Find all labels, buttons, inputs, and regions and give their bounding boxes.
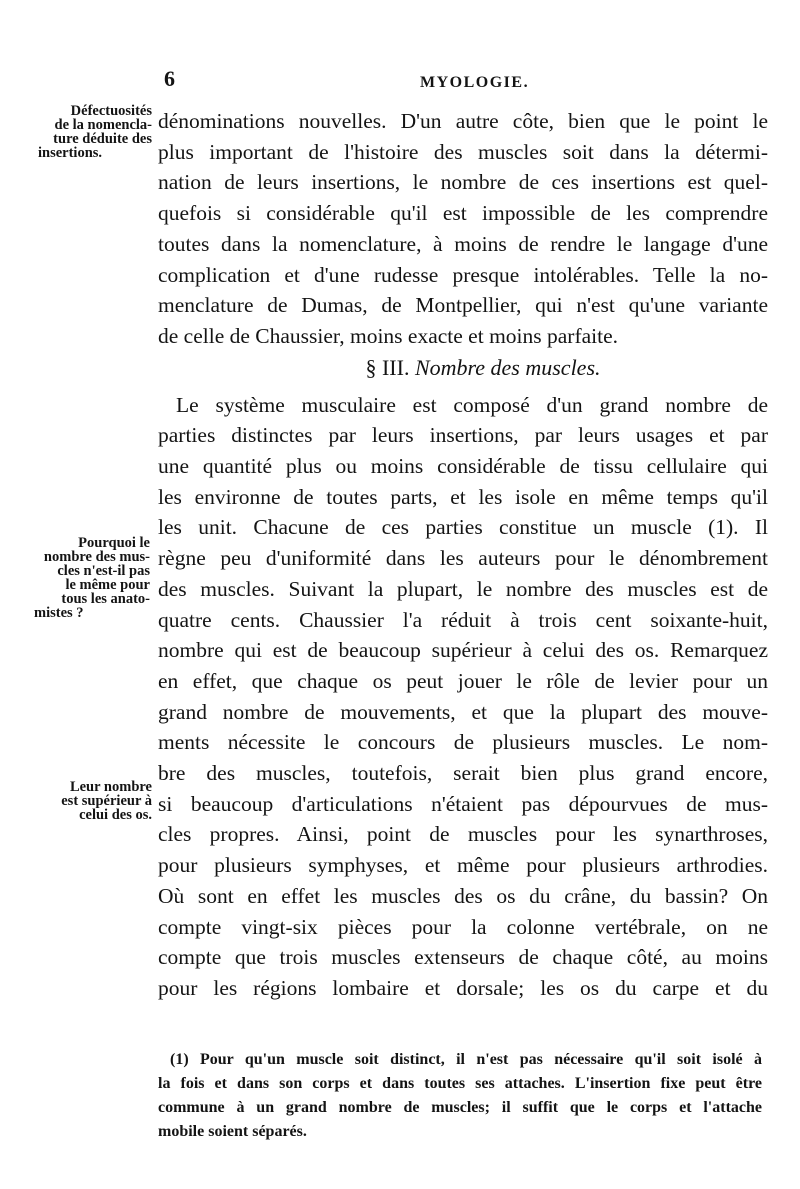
text-line: cles propres. Ainsi, point de muscles pour les synarthroses, [158,822,768,847]
text-line: des muscles. Suivant la plupart, le nombre des muscles est de [158,576,768,601]
text-line: en effet, que chaque os peut jouer le rôle de levier pour un [158,668,768,693]
section-heading [158,352,768,384]
margin-note-line: ture déduite des [53,131,152,147]
footnote-line: (1) Pour qu'un muscle soit distinct, il n'est pas nécessaire qu'il soit isolé à [170,1051,762,1068]
margin-note-line: mistes ? [34,605,84,621]
text-line: Le système musculaire est composé d'un grand nombre de [176,392,768,417]
text-line: dénominations nouvelles. D'un autre côte, bien que le point le [158,109,768,133]
text-line: pour plusieurs symphyses, et même pour plusieurs arthrodies. [158,853,768,878]
text-line: une quantité plus ou moins considérable de tissu cellulaire qui [158,454,768,479]
margin-note-leur-nombre [28,780,152,822]
text-line: bre des muscles, toutefois, serait bien plus grand encore, [158,761,768,786]
margin-note-line: tous les anato- [61,591,150,607]
text-line: quatre cents. Chaussier l'a réduit à trois cent soixante-huit, [158,607,768,632]
text-line: quefois si considérable qu'il est impossible de les comprendre [158,201,768,226]
text-line: toutes dans la nomenclature, à moins de rendre le langage d'une [158,231,768,256]
margin-note-pourquoi [28,536,150,620]
text-line: compte que trois muscles extenseurs de chaque côté, au moins [158,945,768,970]
margin-note-line: de la nomencla- [54,117,152,133]
text-line: parties distinctes par leurs insertions, par leurs usages et par [158,423,768,448]
footnote-line: la fois et dans son corps et dans toutes ses attaches. L'insertion fixe peut être [158,1075,762,1092]
text-line: nation de leurs insertions, le nombre de ces insertions est quel- [158,170,768,195]
text-line: pour les régions lombaire et dorsale; les os du carpe et du [158,975,768,1000]
text-line: complication et d'une rudesse presque intolérables. Telle la no- [158,262,768,287]
text-line: nombre qui est de beaucoup supérieur à celui des os. Remarquez [158,638,768,663]
margin-note-line: le même pour [65,577,150,593]
margin-note-line: cles n'est-il pas [57,563,150,579]
text-line: menclature de Dumas, de Montpellier, qui n'est qu'une variante [158,293,768,318]
page-number: 6 [164,66,175,91]
text-line: Où sont en effet les muscles des os du crâne, du bassin? On [158,883,768,908]
text-line: les unit. Chacune de ces parties constitue un muscle (1). Il [158,515,768,540]
footnote-line: mobile soient séparés. [158,1123,307,1140]
margin-note-line: celui des os. [79,807,152,823]
text-line: plus important de l'histoire des muscles soit dans la détermi- [158,139,768,164]
margin-note-line: insertions. [38,145,103,161]
section-title: Nombre des muscles. [414,354,601,380]
text-line: compte vingt-six pièces pour la colonne vertébrale, on ne [158,914,768,939]
margin-note-defectuosites [28,104,152,160]
text-line: de celle de Chaussier, moins exacte et moins parfaite. [158,323,619,348]
footnote [158,1048,762,1144]
text-line: grand nombre de mouvements, et que la plupart des mouve- [158,699,768,724]
main-text [158,106,768,1004]
margin-note-line: nombre des mus- [43,549,150,565]
margin-note-line: est supérieur à [61,793,152,809]
margin-note-line: Leur nombre [69,779,152,795]
section-number: § III. [365,354,410,380]
text-line: règne peu d'uniformité dans les auteurs pour le dénombrement [158,546,768,571]
margin-note-line: Défectuosités [70,103,152,119]
margin-note-line: Pourquoi le [78,535,150,551]
running-head: MYOLOGIE. [420,74,530,91]
text-line: les environne de toutes parts, et les isole en même temps qu'il [158,484,768,509]
text-line: si beaucoup d'articulations n'étaient pas dépourvues de mus- [158,791,768,816]
footnote-line: commune à un grand nombre de muscles; il suffit que le corps et l'attache [158,1099,762,1116]
text-line: ments nécessite le concours de plusieurs muscles. Le nom- [158,730,768,755]
